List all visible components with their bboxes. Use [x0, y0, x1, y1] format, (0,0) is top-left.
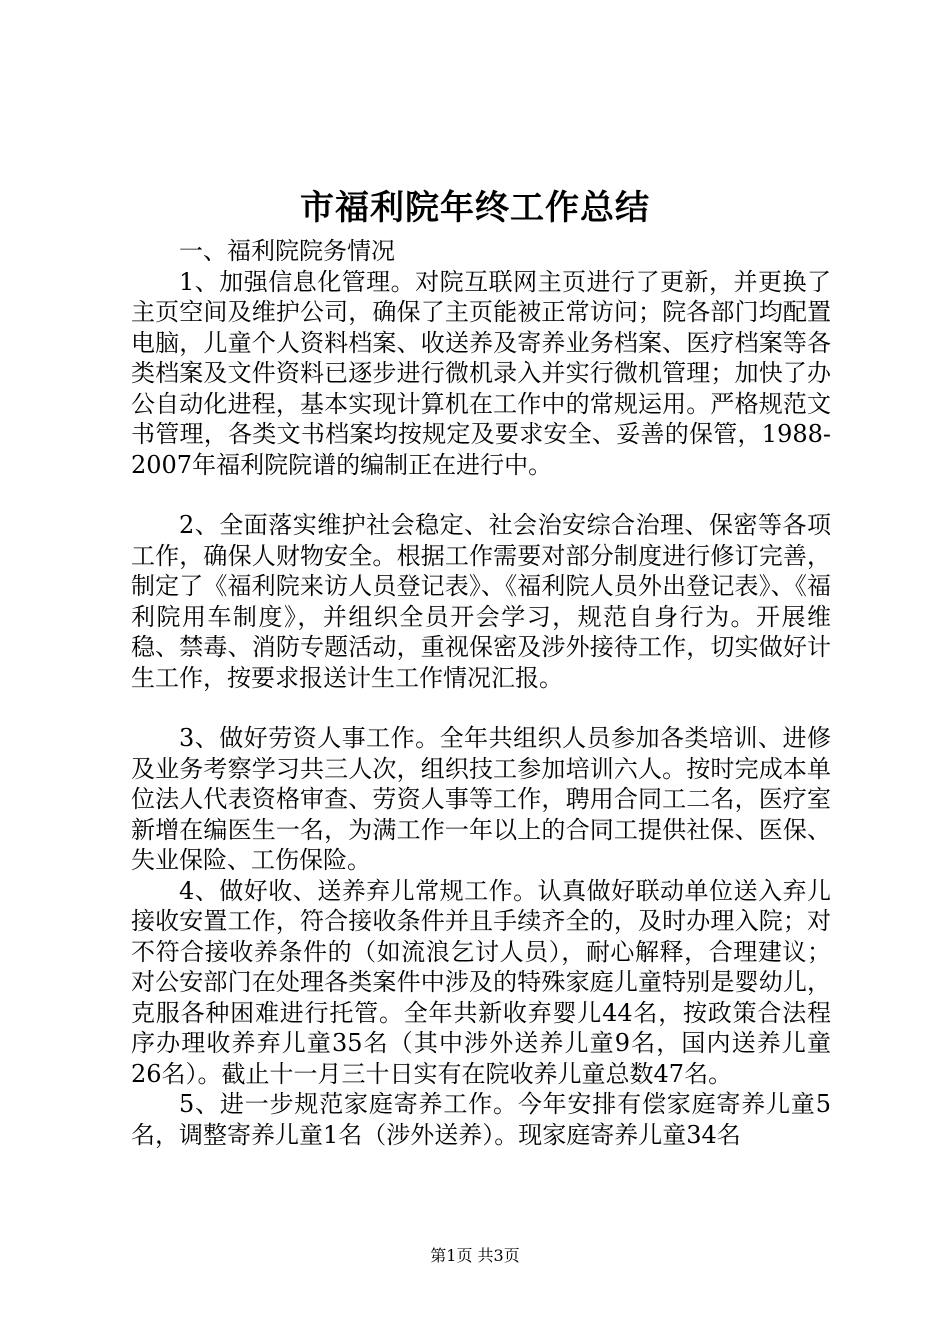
paragraph-1: 1、加强信息化管理。对院互联网主页进行了更新，并更换了主页空间及维护公司，确保了主页能被正常访问；院各部门均配置电脑，儿童个人资料档案、收送养及寄养业务档案、医疗档案等各类档案及文件资料已逐步进行微机录入并实行微机管理；加快了办公自动化进程，基本实现计算机在工作中的常规运用。严格规范文书管理，各类文书档案均按规定及要求安全、妥善的保管，1988-2007年福利院院谱的编制正在进行中。 [131, 267, 831, 479]
document-title: 市福利院年终工作总结 [300, 188, 650, 228]
paragraph-2: 2、全面落实维护社会稳定、社会治安综合治理、保密等各项工作，确保人财物安全。根据工作需要对部分制度进行修订完善，制定了《福利院来访人员登记表》、《福利院人员外出登记表》、《福利院用车制度》，并组织全员开会学习，规范自身行为。开展维稳、禁毒、消防专题活动，重视保密及涉外接待工作，切实做好计生工作，按要求报送计生工作情况汇报。 [131, 511, 831, 692]
document-body [131, 236, 831, 1150]
paragraph-4: 4、做好收、送养弃儿常规工作。认真做好联动单位送入弃儿接收安置工作，符合接收条件并且手续齐全的，及时办理入院；对不符合接收养条件的（如流浪乞讨人员），耐心解释，合理建议；对公安部门在处理各类案件中涉及的特殊家庭儿童特别是婴幼儿，克服各种困难进行托管。全年共新收弃婴儿44名，按政策合法程序办理收养弃儿童35名（其中涉外送养儿童9名，国内送养儿童26名）。截止十一月三十日实有在院收养儿童总数47名。 [131, 876, 831, 1088]
section-heading: 一、福利院院务情况 [179, 237, 395, 265]
page-footer: 第1页 共3页 [430, 1246, 520, 1265]
paragraph-5: 5、进一步规范家庭寄养工作。今年安排有偿家庭寄养儿童5名，调整寄养儿童1名（涉外送养）。现家庭寄养儿童34名 [131, 1090, 831, 1149]
paragraph-3: 3、做好劳资人事工作。全年共组织人员参加各类培训、进修及业务考察学习共三人次，组织技工参加培训六人。按时完成本单位法人代表资格审查、劳资人事等工作，聘用合同工二名，医疗室新增在编医生一名，为满工作一年以上的合同工提供社保、医保、失业保险、工伤保险。 [131, 724, 831, 874]
